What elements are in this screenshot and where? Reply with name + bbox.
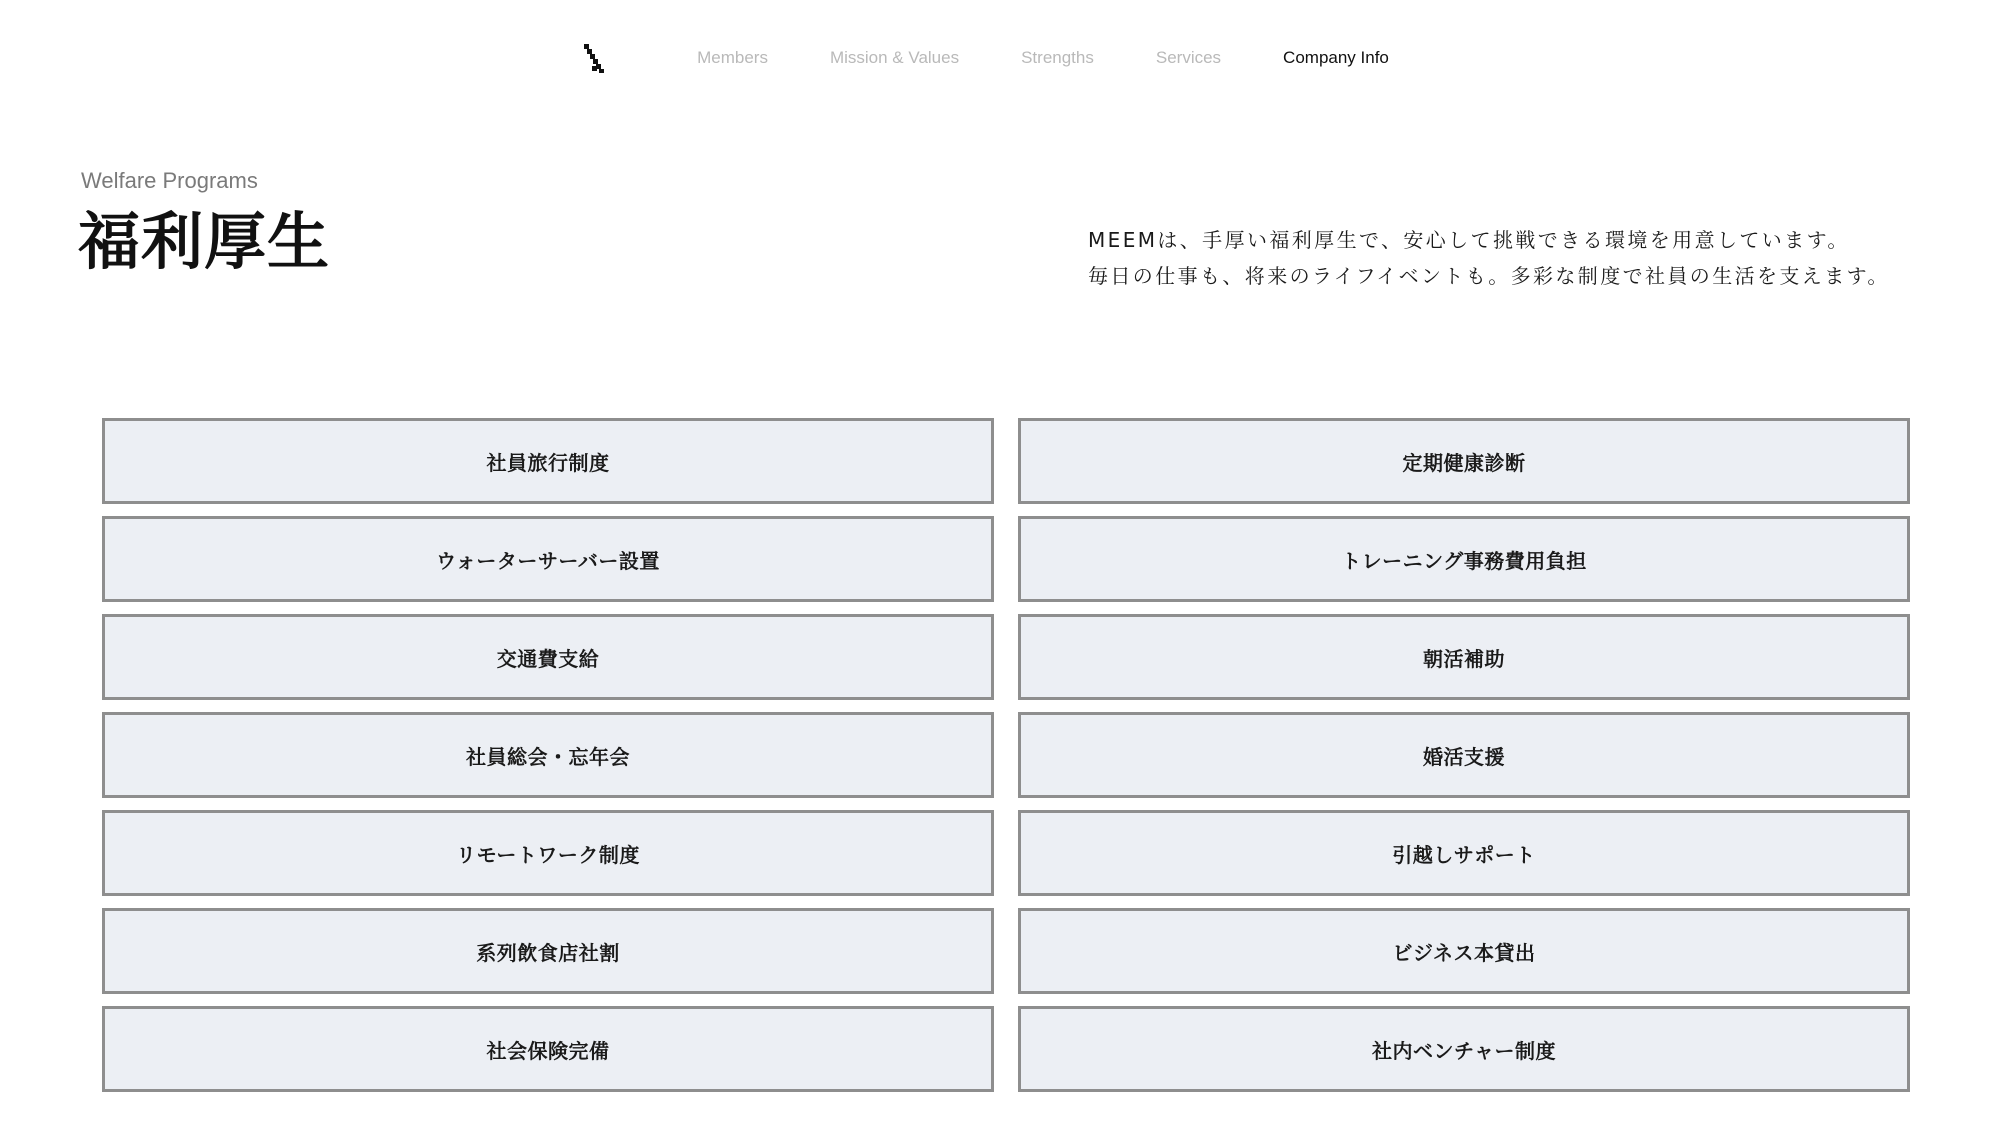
program-card: トレーニング事務費用負担: [1018, 516, 1910, 602]
program-card: 社会保険完備: [102, 1006, 994, 1092]
program-card: ビジネス本貸出: [1018, 908, 1910, 994]
nav-link-members[interactable]: Members: [697, 48, 768, 67]
top-nav: [0, 38, 2000, 78]
nav-link-company-info[interactable]: Company Info: [1283, 48, 1389, 67]
program-card: 系列飲食店社割: [102, 908, 994, 994]
program-card: 社内ベンチャー制度: [1018, 1006, 1910, 1092]
meem-logo-icon[interactable]: [580, 40, 608, 76]
intro-line: MEEMは、手厚い福利厚生で、安心して挑戦できる環境を用意しています。: [1088, 228, 1850, 252]
program-card: 社員総会・忘年会: [102, 712, 994, 798]
nav-link-strengths[interactable]: Strengths: [1021, 48, 1094, 67]
intro-text: [1088, 222, 1968, 294]
program-card: リモートワーク制度: [102, 810, 994, 896]
program-card: 交通費支給: [102, 614, 994, 700]
welfare-programs-grid: [102, 418, 1910, 1092]
page-title: 福利厚生: [78, 205, 331, 278]
program-card: 婚活支援: [1018, 712, 1910, 798]
program-card: 定期健康診断: [1018, 418, 1910, 504]
section-eyebrow: Welfare Programs: [81, 168, 258, 193]
nav-link-mission-values[interactable]: Mission & Values: [829, 48, 960, 67]
program-card: 朝活補助: [1018, 614, 1910, 700]
program-card: 引越しサポート: [1018, 810, 1910, 896]
program-card: 社員旅行制度: [102, 418, 994, 504]
intro-line: 毎日の仕事も、将来のライフイベントも。多彩な制度で社員の生活を支えます。: [1088, 264, 1890, 288]
nav-link-services[interactable]: Services: [1155, 48, 1222, 67]
program-card: ウォーターサーバー設置: [102, 516, 994, 602]
meem-logo-icon-svg: [582, 42, 606, 74]
